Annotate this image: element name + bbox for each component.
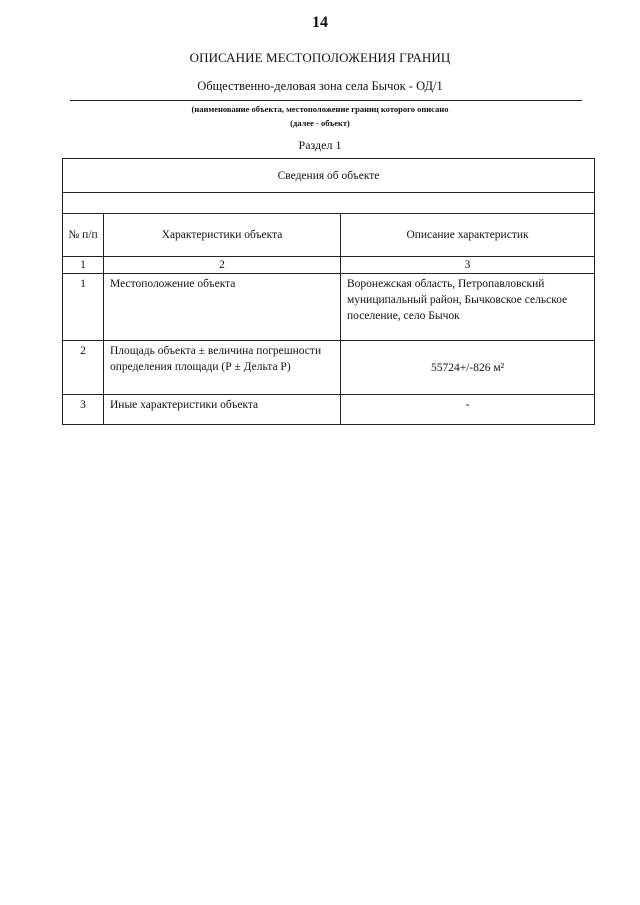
underline-rule [70,100,582,101]
row-characteristic: Местоположение объекта [104,274,341,341]
column-header-characteristics: Характеристики объекта [104,214,341,257]
row-characteristic: Иные характеристики объекта [104,395,341,425]
column-header-row [63,214,595,257]
table-header-row [63,159,595,193]
row-num: 2 [63,341,104,395]
row-num: 1 [63,274,104,341]
row-num: 3 [63,395,104,425]
table-row [63,341,595,395]
column-header-description: Описание характеристик [341,214,595,257]
object-info-table [62,158,595,425]
row-characteristic: Площадь объекта ± величина погрешности определения площади (Р ± Дельта Р) [104,341,341,395]
index-cell: 1 [63,257,104,274]
table-row [63,274,595,341]
caption-line-1: (наименование объекта, местоположение границ которого описано [191,104,449,114]
table-header: Сведения об объекте [63,159,595,193]
table-spacer-row [63,193,595,214]
index-cell: 3 [341,257,595,274]
page-number: 14 [312,14,328,31]
index-cell: 2 [104,257,341,274]
column-header-num: № п/п [63,214,104,257]
index-row [63,257,595,274]
row-description: Воронежская область, Петропавловский муниципальный район, Бычковское сельское поселение, село Бычок [341,274,595,341]
section-label: Раздел 1 [298,138,342,152]
caption-line-2: (далее - объект) [290,118,350,128]
row-description: - [341,395,595,425]
table-spacer [63,193,595,214]
object-name: Общественно-деловая зона села Бычок - ОД/1 [197,79,443,93]
document-title: ОПИСАНИЕ МЕСТОПОЛОЖЕНИЯ ГРАНИЦ [189,50,451,65]
row-description: 55724+/-826 м² [341,341,595,395]
table-row [63,395,595,425]
